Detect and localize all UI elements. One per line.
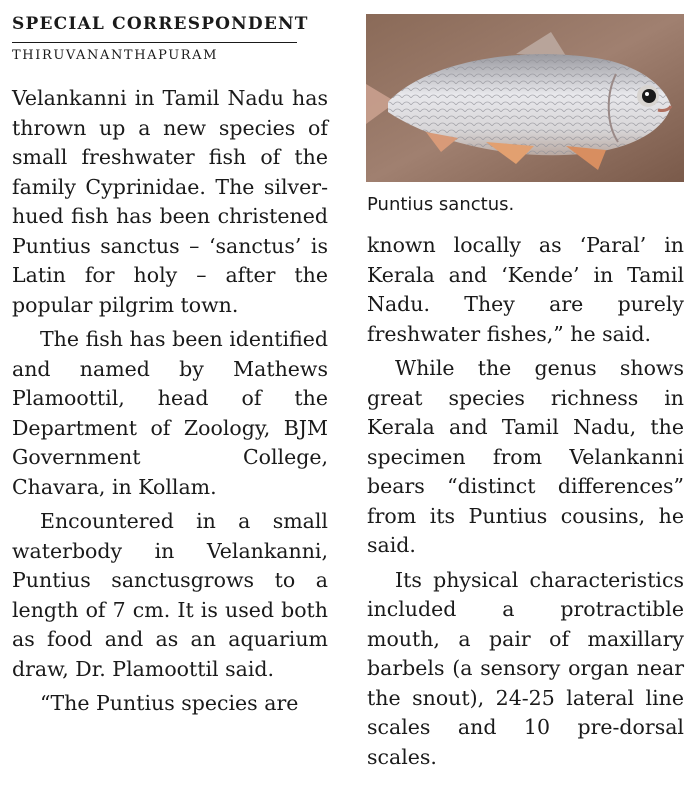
- fish-photo: [366, 14, 684, 182]
- dateline: THIRUVANANTHAPURAM: [12, 48, 219, 63]
- paragraph: known locally as ‘Paral’ in Kerala and ‘Kende’ in Tamil Nadu. They are purely freshwater fishes,” he said.: [367, 233, 684, 346]
- paragraph: Its physical characteristics included a protractible mouth, a pair of maxillary barbels (a sensory organ near the snout), 24-25 lateral line scales and 10 pre-dorsal scales.: [367, 567, 684, 769]
- paragraph: The fish has been identified and named by Mathews Plamoottil, head of the Department of Zoology, BJM Government College, Chavara, in Kollam.: [12, 327, 328, 499]
- article-column-2: [367, 231, 684, 777]
- paragraph: “The Puntius species are: [40, 691, 299, 715]
- paragraph: Velankanni in Tamil Nadu has thrown up a new species of small freshwater fish of the family Cyprinidae. The silver-hued fish has been christened Puntius sanctus – ‘sanctus’ is Latin for holy – after the popular pilgrim town.: [12, 86, 328, 317]
- byline: SPECIAL CORRESPONDENT: [12, 14, 309, 34]
- paragraph: Encountered in a small waterbody in Velankanni, Puntius sanctusgrows to a length of 7 cm. It is used both as food and as an aquarium draw, Dr. Plamoottil said.: [12, 509, 328, 681]
- byline-rule: [12, 42, 297, 43]
- article-column-1: [12, 84, 328, 724]
- paragraph: While the genus shows great species richness in Kerala and Tamil Nadu, the specimen from Velankanni bears “distinct differences” from its Puntius cousins, he said.: [367, 356, 684, 557]
- photo-caption: Puntius sanctus.: [367, 194, 515, 215]
